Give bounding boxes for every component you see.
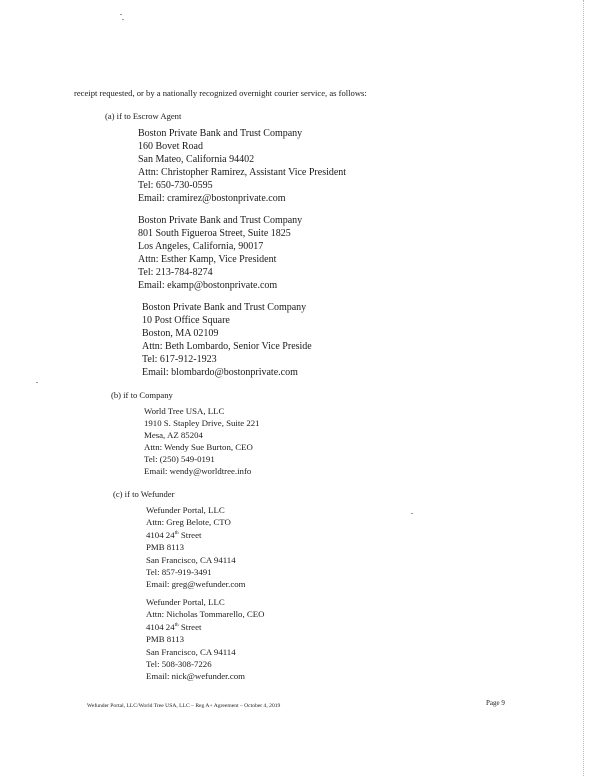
address-city: Boston, MA 02109 <box>142 328 219 339</box>
street-word: Street <box>178 529 202 540</box>
address-phone: Tel: 650-730-0595 <box>138 180 213 191</box>
address-phone: Tel: 857-919-3491 <box>146 566 212 577</box>
address-name: Boston Private Bank and Trust Company <box>142 302 307 313</box>
scan-speck <box>122 19 124 20</box>
escrow-address-1 <box>138 127 346 205</box>
page-footer: Wefunder Portal, LLC/World Tree USA, LLC – Reg A+ Agreement – October 4, 2019 <box>87 703 281 709</box>
address-name: Wefunder Portal, LLC <box>146 505 225 515</box>
address-email: Email: ekamp@bostonprivate.com <box>138 280 278 291</box>
escrow-agent-heading: (a) if to Escrow Agent <box>105 111 182 121</box>
address-phone: Tel: 213-784-8274 <box>138 267 213 278</box>
street-number: 4104 24 <box>146 621 175 632</box>
company-heading: (b) if to Company <box>111 390 173 400</box>
intro-text: receipt requested, or by a nationally recognized overnight courier service, as follows: <box>74 88 367 98</box>
address-street <box>146 621 264 633</box>
address-city: Mesa, AZ 85204 <box>144 430 203 440</box>
address-attention: Attn: Wendy Sue Burton, CEO <box>144 442 253 452</box>
street-number: 4104 24 <box>146 529 175 540</box>
address-attention: Attn: Esther Kamp, Vice President <box>138 254 277 265</box>
address-name: Boston Private Bank and Trust Company <box>138 215 303 226</box>
escrow-address-2 <box>138 214 302 292</box>
address-email: Email: blombardo@bostonprivate.com <box>142 367 298 378</box>
address-email: Email: greg@wefunder.com <box>146 579 246 590</box>
scan-speck <box>411 513 413 514</box>
address-name: Boston Private Bank and Trust Company <box>138 128 303 139</box>
address-email: Email: nick@wefunder.com <box>146 671 245 682</box>
address-name: World Tree USA, LLC <box>144 406 225 416</box>
address-street: 160 Bovet Road <box>138 141 203 152</box>
address-pmb: PMB 8113 <box>146 542 185 553</box>
address-email: Email: wendy@worldtree.info <box>144 466 252 476</box>
address-attention: Attn: Beth Lombardo, Senior Vice Preside <box>142 341 312 352</box>
address-street <box>146 529 245 541</box>
address-street: 801 South Figueroa Street, Suite 1825 <box>138 228 291 239</box>
address-city: San Francisco, CA 94114 <box>146 554 236 565</box>
address-street: 1910 S. Stapley Drive, Suite 221 <box>144 418 260 428</box>
address-pmb: PMB 8113 <box>146 634 185 645</box>
ordinal-suffix: th <box>174 621 179 628</box>
address-city: San Mateo, California 94402 <box>138 154 255 165</box>
address-phone: Tel: (250) 549-0191 <box>144 454 215 464</box>
company-address <box>144 405 260 477</box>
scan-edge-line <box>583 0 584 776</box>
address-city: Los Angeles, California, 90017 <box>138 241 264 252</box>
wefunder-address-2 <box>146 596 264 683</box>
wefunder-heading: (c) if to Wefunder <box>113 489 175 499</box>
scan-speck <box>120 14 122 15</box>
address-city: San Francisco, CA 94114 <box>146 646 236 657</box>
wefunder-address-1 <box>146 504 245 591</box>
scan-speck <box>36 382 38 383</box>
address-attention: Attn: Nicholas Tommarello, CEO <box>146 609 265 620</box>
address-phone: Tel: 617-912-1923 <box>142 354 217 365</box>
address-phone: Tel: 508-308-7226 <box>146 658 212 669</box>
address-attention: Attn: Greg Belote, CTO <box>146 517 231 528</box>
ordinal-suffix: th <box>174 529 179 536</box>
address-name: Wefunder Portal, LLC <box>146 597 225 607</box>
address-street: 10 Post Office Square <box>142 315 230 326</box>
address-email: Email: cramirez@bostonprivate.com <box>138 193 286 204</box>
page-number: Page 9 <box>486 699 505 707</box>
escrow-address-3 <box>142 301 312 379</box>
address-attention: Attn: Christopher Ramirez, Assistant Vice President <box>138 167 347 178</box>
street-word: Street <box>178 621 202 632</box>
